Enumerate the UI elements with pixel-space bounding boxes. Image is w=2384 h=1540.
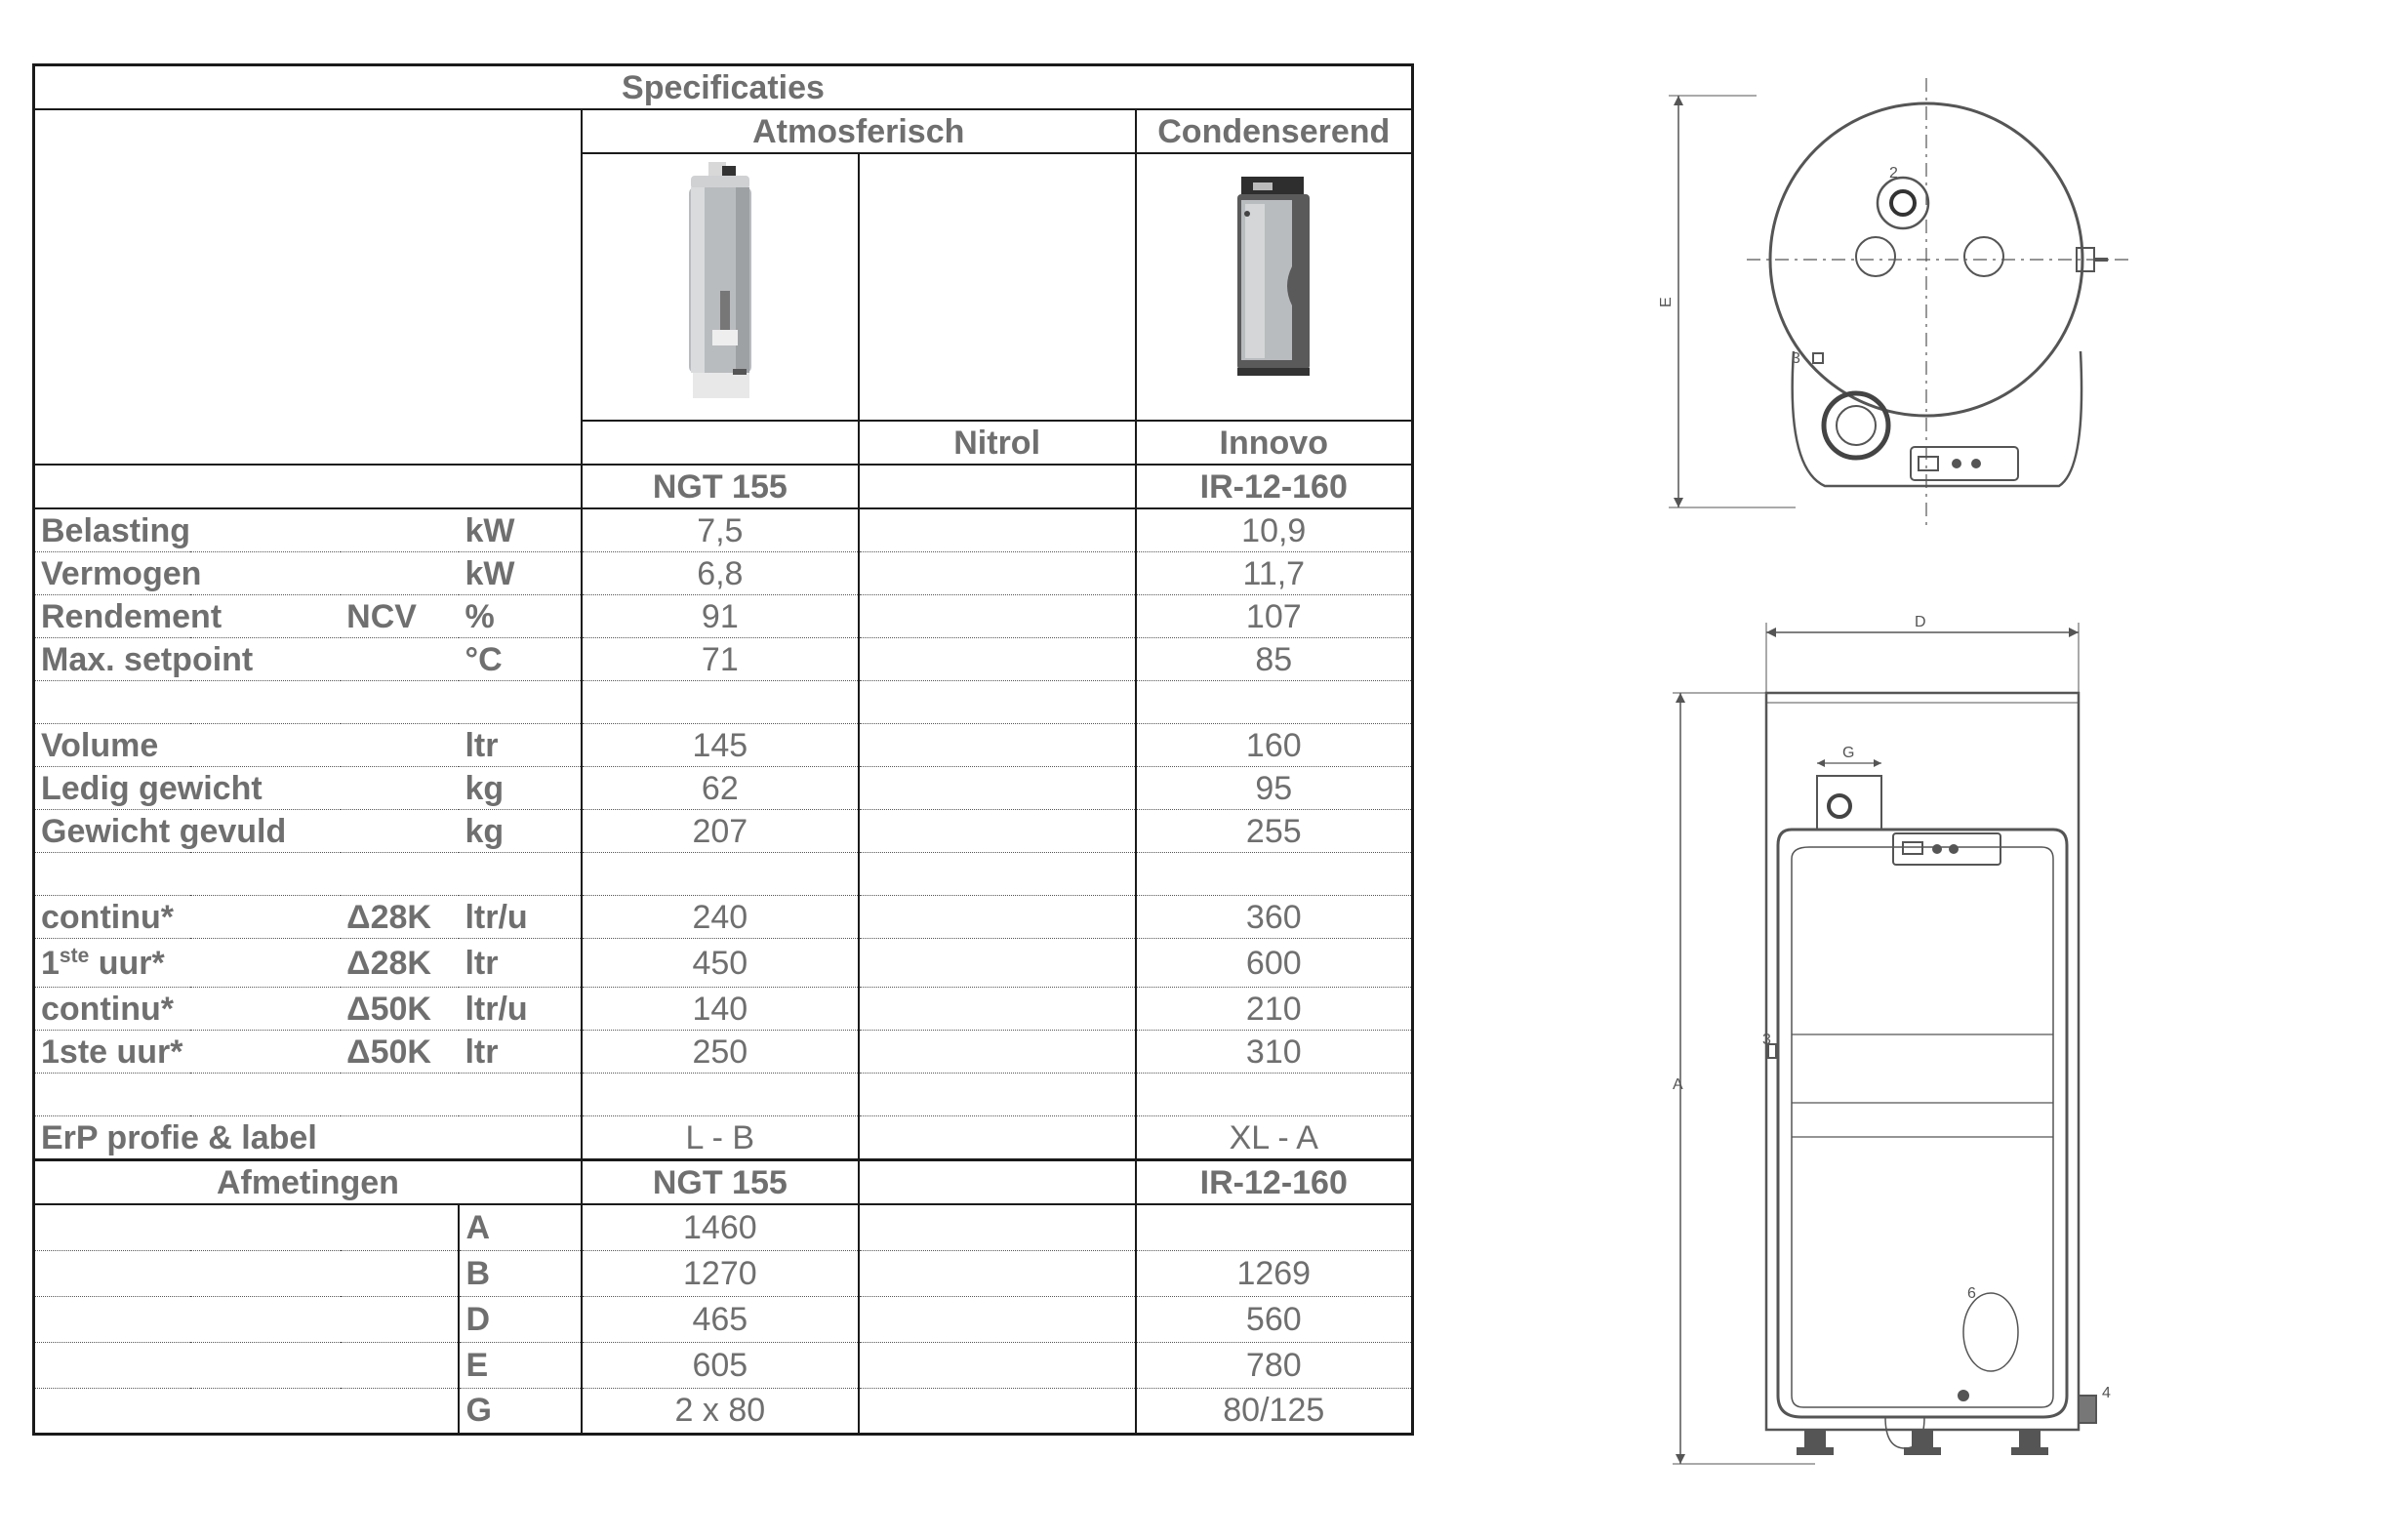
row-unit: °C — [459, 638, 581, 681]
row-value-2 — [859, 638, 1136, 681]
specifications-table — [32, 63, 1414, 1436]
spacer-row — [34, 681, 1413, 724]
table-row — [34, 896, 1413, 939]
row-qualifier — [341, 767, 459, 810]
front-view-drawing — [1673, 623, 2096, 1464]
dim-value-2 — [859, 1296, 1136, 1342]
table-row — [34, 638, 1413, 681]
dimensions-title: Afmetingen — [34, 1160, 582, 1205]
row-label: Belasting — [34, 508, 342, 552]
row-value-ngt155: 450 — [582, 939, 859, 988]
dim-value-ngt155: 605 — [582, 1342, 859, 1388]
row-qualifier — [341, 552, 459, 595]
dimension-key: A — [459, 1204, 581, 1250]
table-title: Specificaties — [34, 65, 1413, 110]
row-unit: kW — [459, 508, 581, 552]
row-label: Vermogen — [34, 552, 342, 595]
row-value-ir-12-160: 360 — [1136, 896, 1413, 939]
dim-label-d: D — [1915, 614, 1926, 630]
callout-4: 4 — [2102, 1385, 2111, 1401]
model-ngt155: NGT 155 — [582, 465, 859, 508]
row-value-2 — [859, 724, 1136, 767]
dimension-row — [34, 1204, 1413, 1250]
row-value-2 — [859, 595, 1136, 638]
row-qualifier — [341, 638, 459, 681]
row-unit: % — [459, 595, 581, 638]
row-value-ngt155: 62 — [582, 767, 859, 810]
dim-label-e: E — [1658, 297, 1675, 307]
row-value-ir-12-160: 160 — [1136, 724, 1413, 767]
dims-model-ngt155: NGT 155 — [582, 1160, 859, 1205]
product-image-2-empty — [859, 153, 1136, 421]
dim-value-ir-12-160: 80/125 — [1136, 1388, 1413, 1434]
top-view-drawing — [1669, 78, 2132, 527]
dims-model-ir-12-160: IR-12-160 — [1136, 1160, 1413, 1205]
table-row — [34, 595, 1413, 638]
dimension-key: G — [459, 1388, 581, 1434]
dim-value-2 — [859, 1250, 1136, 1296]
table-row — [34, 508, 1413, 552]
row-unit: ltr — [459, 939, 581, 988]
dimension-key: B — [459, 1250, 581, 1296]
row-value-ir-12-160: 107 — [1136, 595, 1413, 638]
dimension-row — [34, 1296, 1413, 1342]
row-value-ngt155: L - B — [582, 1116, 859, 1160]
row-label: Max. setpoint — [34, 638, 342, 681]
product-image-1 — [582, 153, 859, 421]
row-value-ir-12-160: 11,7 — [1136, 552, 1413, 595]
row-value-ngt155: 240 — [582, 896, 859, 939]
dim-value-ir-12-160 — [1136, 1204, 1413, 1250]
model-2 — [859, 465, 1136, 508]
row-unit: kg — [459, 767, 581, 810]
table-row — [34, 810, 1413, 853]
row-qualifier — [341, 724, 459, 767]
row-qualifier: Δ28K — [341, 896, 459, 939]
row-value-ir-12-160: XL - A — [1136, 1116, 1413, 1160]
row-qualifier: Δ50K — [341, 1031, 459, 1074]
row-qualifier: NCV — [341, 595, 459, 638]
row-value-2 — [859, 1031, 1136, 1074]
row-unit: kg — [459, 810, 581, 853]
model-ir-12-160: IR-12-160 — [1136, 465, 1413, 508]
row-value-ngt155: 145 — [582, 724, 859, 767]
dim-value-ngt155: 2 x 80 — [582, 1388, 859, 1434]
row-label: continu* — [34, 988, 342, 1031]
dim-value-ir-12-160: 780 — [1136, 1342, 1413, 1388]
row-unit: ltr/u — [459, 896, 581, 939]
product-image-3 — [1136, 153, 1413, 421]
group-atmosferisch: Atmosferisch — [582, 109, 1136, 153]
row-value-ngt155: 91 — [582, 595, 859, 638]
table-row — [34, 724, 1413, 767]
row-value-ir-12-160: 95 — [1136, 767, 1413, 810]
dim-value-2 — [859, 1388, 1136, 1434]
row-value-ngt155: 71 — [582, 638, 859, 681]
row-label: 1ste uur* — [34, 1031, 342, 1074]
row-unit: ltr — [459, 1031, 581, 1074]
row-unit: ltr — [459, 724, 581, 767]
callout-6: 6 — [1967, 1285, 1976, 1302]
brand-innovo: Innovo — [1136, 421, 1413, 465]
spacer-row — [34, 853, 1413, 896]
row-value-ngt155: 250 — [582, 1031, 859, 1074]
row-label: Volume — [34, 724, 342, 767]
row-label: continu* — [34, 896, 342, 939]
callout-3-front: 3 — [1762, 1032, 1771, 1048]
row-qualifier: Δ28K — [341, 939, 459, 988]
dimension-row — [34, 1342, 1413, 1388]
model-row-blank — [34, 465, 582, 508]
row-value-ir-12-160: 210 — [1136, 988, 1413, 1031]
dim-value-ir-12-160: 1269 — [1136, 1250, 1413, 1296]
dims-model-2 — [859, 1160, 1136, 1205]
table-row — [34, 1116, 1413, 1160]
table-row — [34, 988, 1413, 1031]
row-label: Rendement — [34, 595, 342, 638]
row-value-2 — [859, 767, 1136, 810]
brand-nitrol: Nitrol — [859, 421, 1136, 465]
row-label: 1ste uur* — [34, 939, 342, 988]
row-value-ngt155: 7,5 — [582, 508, 859, 552]
row-label-erp: ErP profie & label — [34, 1116, 582, 1160]
row-value-ir-12-160: 10,9 — [1136, 508, 1413, 552]
dimension-row — [34, 1388, 1413, 1434]
row-value-ir-12-160: 85 — [1136, 638, 1413, 681]
table-row — [34, 939, 1413, 988]
row-value-ngt155: 6,8 — [582, 552, 859, 595]
dim-value-ir-12-160: 560 — [1136, 1296, 1413, 1342]
row-value-ir-12-160: 310 — [1136, 1031, 1413, 1074]
row-label: Ledig gewicht — [34, 767, 342, 810]
row-unit: ltr/u — [459, 988, 581, 1031]
table-row — [34, 767, 1413, 810]
row-qualifier: Δ50K — [341, 988, 459, 1031]
dimension-key: E — [459, 1342, 581, 1388]
row-value-ir-12-160: 600 — [1136, 939, 1413, 988]
header-blank — [34, 109, 582, 465]
technical-drawings — [1600, 59, 2186, 1474]
dim-label-g: G — [1842, 745, 1855, 761]
condensing-water-heater-image — [1220, 177, 1327, 391]
dim-value-2 — [859, 1342, 1136, 1388]
row-value-2 — [859, 810, 1136, 853]
spacer-row — [34, 1074, 1413, 1116]
row-value-ngt155: 207 — [582, 810, 859, 853]
dimension-key: D — [459, 1296, 581, 1342]
dim-value-ngt155: 465 — [582, 1296, 859, 1342]
row-qualifier — [341, 810, 459, 853]
dim-value-2 — [859, 1204, 1136, 1250]
callout-2: 2 — [1889, 165, 1898, 182]
row-value-ngt155: 140 — [582, 988, 859, 1031]
group-condenserend: Condenserend — [1136, 109, 1413, 153]
row-value-2 — [859, 988, 1136, 1031]
dim-value-ngt155: 1460 — [582, 1204, 859, 1250]
dimension-row — [34, 1250, 1413, 1296]
table-row — [34, 552, 1413, 595]
row-unit: kW — [459, 552, 581, 595]
row-value-2 — [859, 896, 1136, 939]
dim-value-ngt155: 1270 — [582, 1250, 859, 1296]
dim-label-a: A — [1673, 1076, 1683, 1093]
row-value-2 — [859, 939, 1136, 988]
row-value-ir-12-160: 255 — [1136, 810, 1413, 853]
row-value-2 — [859, 1116, 1136, 1160]
row-qualifier — [341, 508, 459, 552]
atmospheric-water-heater-image — [671, 162, 769, 406]
callout-3-top: 3 — [1792, 350, 1800, 367]
table-row — [34, 1031, 1413, 1074]
row-label: Gewicht gevuld — [34, 810, 342, 853]
row-value-2 — [859, 508, 1136, 552]
row-value-2 — [859, 552, 1136, 595]
brand-1 — [582, 421, 859, 465]
